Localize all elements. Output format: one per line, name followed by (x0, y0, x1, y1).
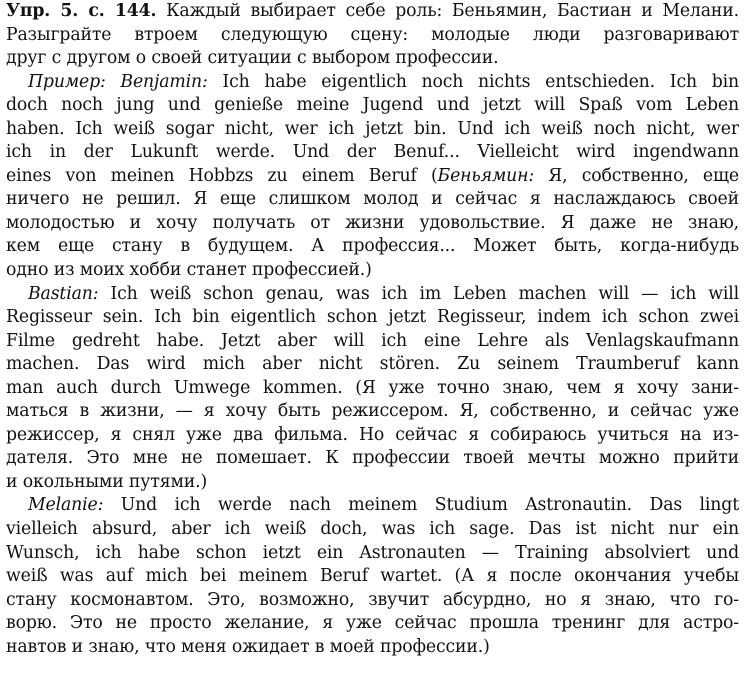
exercise-text (6, 0, 739, 659)
bastian-line: man auch durch Umwege kommen. (Я уже точно знаю, чем я хочу зани- (6, 377, 739, 398)
bastian-line: Regisseur sein. Ich bin eigentlich schon jetzt Regisseur, indem ich schon zwei (6, 307, 739, 328)
melanie-line: vielleich absurd, aber ich weiß doch, was ich sage. Das ist nicht nur ein (6, 519, 739, 540)
benjamin-speaker: Пример: Benjamin: (28, 71, 208, 92)
benjamin-mixed-line (6, 165, 739, 189)
benjamin-line: ich in der Lukunft werde. Und der Benuf... Vielleicht wird ingendwann (6, 142, 739, 163)
bastian-line: machen. Das wird mich aber nicht stören. Zu seinem Traumberuf kann (6, 354, 739, 375)
exercise-label: Упр. 5. с. 144. (6, 1, 157, 21)
melanie-line: Wunsch, ich habe schon ietzt ein Astronauten — Training absolviert und (6, 542, 739, 563)
melanie-line: стану космонавтом. Это, возможно, звучит абсурдно, но я знаю, что го- (6, 589, 739, 610)
bastian-line: дателя. Это мне не помешает. К профессии твоей мечты можно прийти (6, 448, 739, 469)
bastian-line: маться в жизни, — я хочу быть режиссером. Я, собственно, и сейчас уже (6, 401, 739, 422)
melanie-line: weiß was auf mich bei meinem Beruf wartet. (А я после окончания учебы (6, 566, 739, 587)
benjamin-mixed-post: Я, собственно, еще (534, 165, 739, 186)
bastian-speaker: Bastian: (28, 283, 99, 304)
bastian-line-1 (6, 283, 739, 307)
melanie-line: ворю. Это не просто желание, я уже сейчас прошла тренинг для астро- (6, 613, 739, 634)
melanie-line: навтов и знаю, что меня ожидает в моей профессии.) (6, 636, 490, 657)
task-line-3: друг с другом о своей ситуации с выбором профессии. (6, 48, 499, 69)
benjamin-ru-line: ничего не решил. Я еще слишком молод и сейчас я наслаждаюсь своей (6, 189, 739, 210)
benjamin-mixed-pre: eines von meinen Hobbzs zu einem Beruf ( (6, 165, 438, 186)
benjamin-ru-line: кем еще стану в будущем. А профессия... Может быть, когда-нибудь (6, 236, 739, 257)
benjamin-ru-line: молодостью и хочу получать от жизни удовольствие. Я даже не знаю, (6, 212, 739, 233)
task-line-2: Разыграйте втроем следующую сцену: молодые люди разговаривают (6, 24, 739, 45)
benjamin-ru-line: одно из моих хобби станет профессией.) (6, 260, 372, 281)
bastian-first-text: Ich weiß schon genau, was ich im Leben machen will — ich will (98, 283, 739, 304)
melanie-speaker: Melanie: (28, 495, 104, 516)
benjamin-line: doch noch jung und genieße meine Jugend und jetzt will Spaß vom Leben (6, 95, 739, 116)
task-line-1 (6, 0, 739, 24)
benjamin-first-text: Ich habe eigentlich noch nichts entschieden. Ich bin (207, 71, 739, 92)
melanie-line-1 (6, 494, 739, 518)
benjamin-ru-speaker: Беньямин: (437, 165, 535, 186)
benjamin-line: haben. Ich weiß sogar nicht, wer ich jetzt bin. Und ich weiß noch nicht, wer (6, 118, 739, 139)
melanie-first-text: Und ich werde nach meinem Studium Astronautin. Das lingt (103, 495, 739, 516)
bastian-line: режиссер, я снял уже два фильма. Но сейчас я собираюсь учиться на из- (6, 424, 739, 445)
bastian-line: и окольными путями.) (6, 471, 208, 492)
bastian-line: Filme gedreht habe. Jetzt aber will ich eine Lehre als Venlagskaufmann (6, 330, 739, 351)
benjamin-line-1 (6, 71, 739, 95)
task-text: Каждый выбирает себе роль: Беньямин, Бастиан и Мелани. (156, 1, 739, 21)
